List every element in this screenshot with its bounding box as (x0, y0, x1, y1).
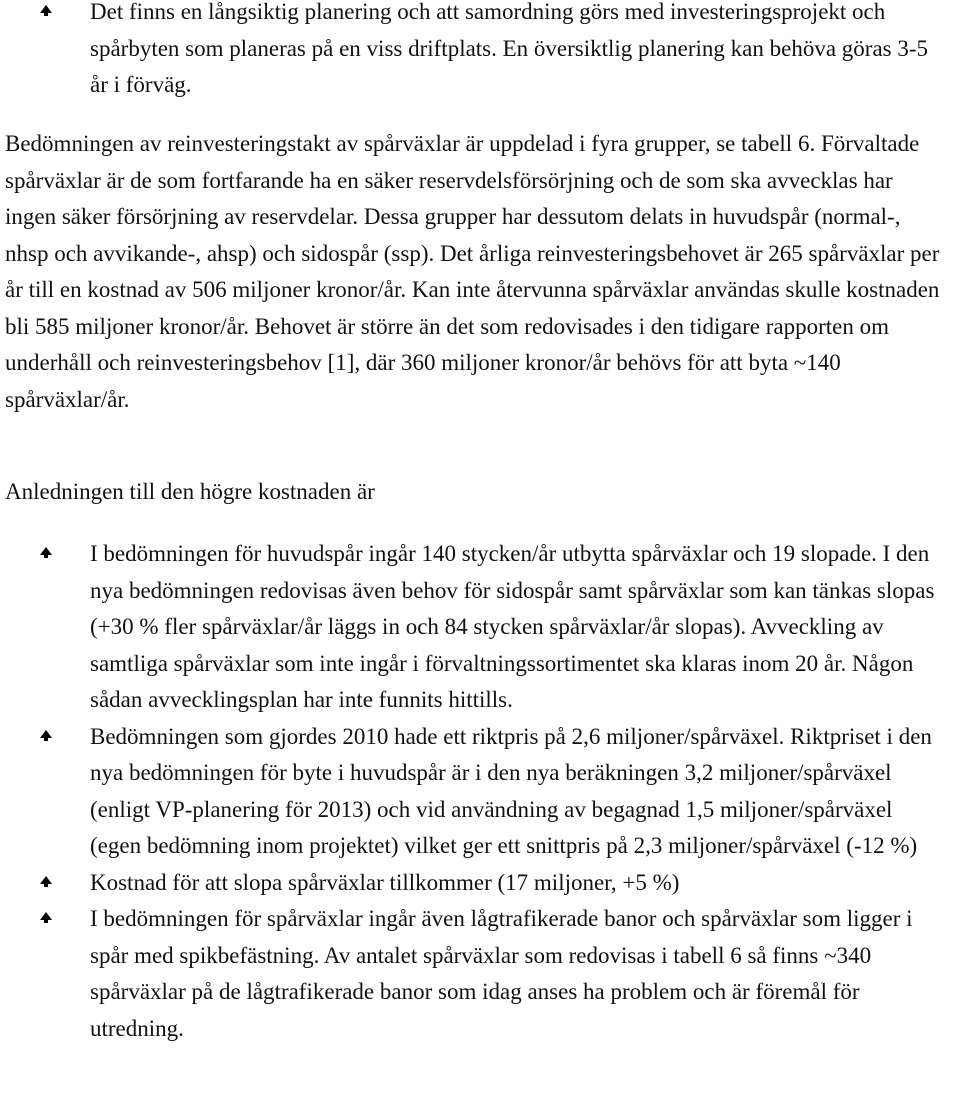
bullet-item-mainline (0, 536, 960, 719)
bullet-text: Kostnad för att slopa spårväxlar tillkommer (17 miljoner, +5 %) (90, 869, 680, 895)
bullet-text: I bedömningen för huvudspår ingår 140 stycken/år utbytta spårväxlar och 19 slopade. I den nya bedömningen redovisas även behov för sidospår samt spårväxlar som kan tänkas slopas (+30 % fler spårväxlar/år läggs in och 84 stycken spårväxlar/år slopas). Avveckling av samtliga spårväxlar som inte ingår i förvaltningssortimentet ska klaras inom 20 år. Någon sådan avvecklingsplan har inte funnits hittills. (90, 541, 935, 712)
reasons-list (0, 536, 960, 1047)
bullet-item-low-traffic (0, 901, 960, 1047)
paragraph-reinvestment-assessment: Bedömningen av reinvesteringstakt av spårväxlar är uppdelad i fyra grupper, se tabell 6. Förvaltade spårväxlar är de som fortfarande ha en säker reservdelsförsörjning och de som ska avvecklas har ingen säker försörjning av reservdelar. Dessa grupper har dessutom delats in huvudspår (normal-, nhsp och avvikande-, ahsp) och sidospår (ssp). Det årliga reinvesteringsbehovet är 265 spårväxlar per år till en kostnad av 506 miljoner kronor/år. Kan inte återvunna spårväxlar användas skulle kostnaden bli 585 miljoner kronor/år. Behovet är större än det som redovisades i den tidigare rapporten om underhåll och reinvesteringsbehov [1], där 360 miljoner kronor/år behövs för att byta ~140 spårväxlar/år. (5, 131, 940, 412)
bullet-item-planning (0, 0, 960, 104)
bullet-text: I bedömningen för spårväxlar ingår även lågtrafikerade banor och spårväxlar som ligger i spår med spikbefästning. Av antalet spårväxlar som redovisas i tabell 6 så finns ~340 spårväxlar på de lågtrafikerade banor som idag anses ha problem och är föremål för utredning. (90, 906, 913, 1041)
paragraph-cost-reason: Anledningen till den högre kostnaden är (5, 479, 375, 504)
arrow-up-bullet-icon (40, 5, 52, 13)
arrow-up-bullet-icon (40, 876, 52, 884)
arrow-up-bullet-icon (40, 547, 52, 555)
bullet-text: Det finns en långsiktig planering och att samordning görs med investeringsprojekt och spårbyten som planeras på en viss driftplats. En översiktlig planering kan behöva göras 3-5 år i förväg. (90, 0, 929, 97)
bullet-item-price (0, 719, 960, 865)
bullet-item-removal-cost (0, 865, 960, 902)
arrow-up-bullet-icon (40, 730, 52, 738)
bullet-text: Bedömningen som gjordes 2010 hade ett riktpris på 2,6 miljoner/spårväxel. Riktpriset i den nya bedömningen för byte i huvudspår är i den nya beräkningen 3,2 miljoner/spårväxel (enligt VP-planering för 2013) och vid användning av begagnad 1,5 miljoner/spårväxel (egen bedömning inom projektet) vilket ger ett snittpris på 2,3 miljoner/spårväxel (-12 %) (90, 723, 932, 858)
arrow-up-bullet-icon (40, 912, 52, 920)
